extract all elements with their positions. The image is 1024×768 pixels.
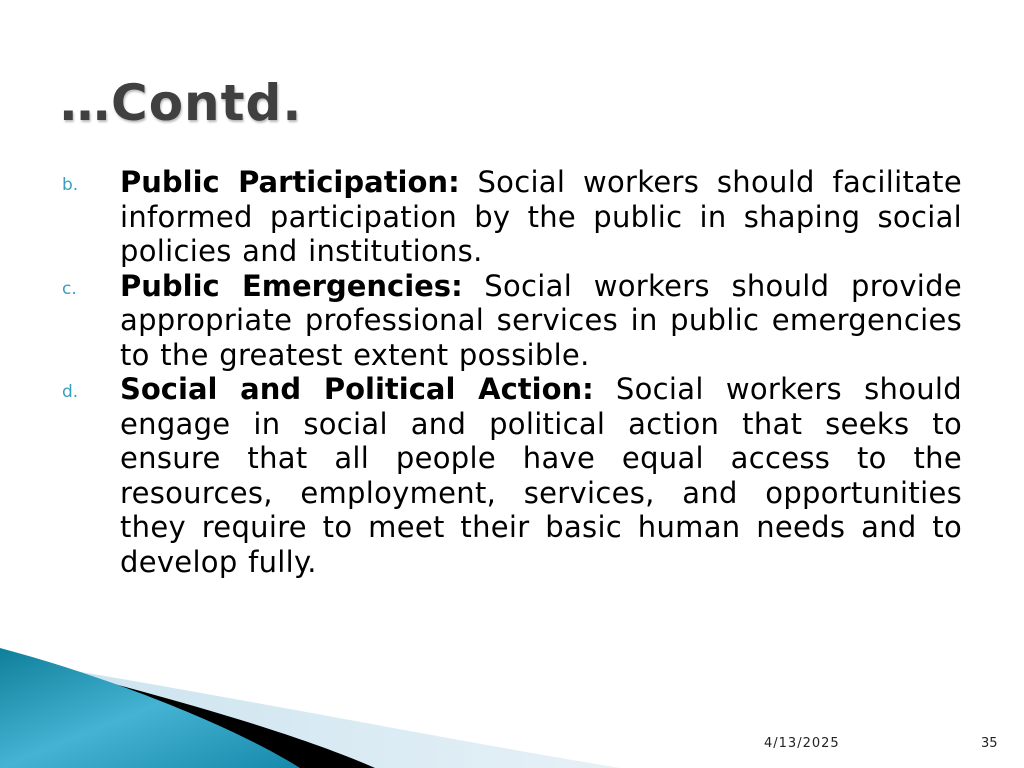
list-item-text [120,165,962,269]
slide-number: 35 [981,736,998,751]
list-item-description: Social workers should facilitate informed participation by the public in shaping social policies and institutions. [120,165,962,268]
list-marker: b. [62,175,79,195]
list-item-public-participation [62,165,962,269]
list-marker: d. [62,382,79,402]
list-item-term: Public Participation: [120,165,460,199]
list-item-description: Social workers should engage in social and political action that seeks to ensure that all people have equal access to the resources, employment, services, and opportunities they require to meet their basic human needs and to develop fully. [120,372,962,579]
list-item-text [120,269,962,373]
list-marker: c. [62,278,77,299]
list-item-term: Social and Political Action: [120,372,594,406]
list-item-text [120,372,962,579]
footer-date: 4/13/2025 [764,736,840,751]
slide-title: …Contd. [60,74,303,132]
list-item-description: Social workers should provide appropriate professional services in public emergencies to the greatest extent possible. [120,268,962,372]
list-item-term: Public Emergencies: [120,268,463,303]
bullet-list [62,165,962,579]
list-item-public-emergencies [62,269,962,373]
list-item-social-political-action [62,372,962,579]
